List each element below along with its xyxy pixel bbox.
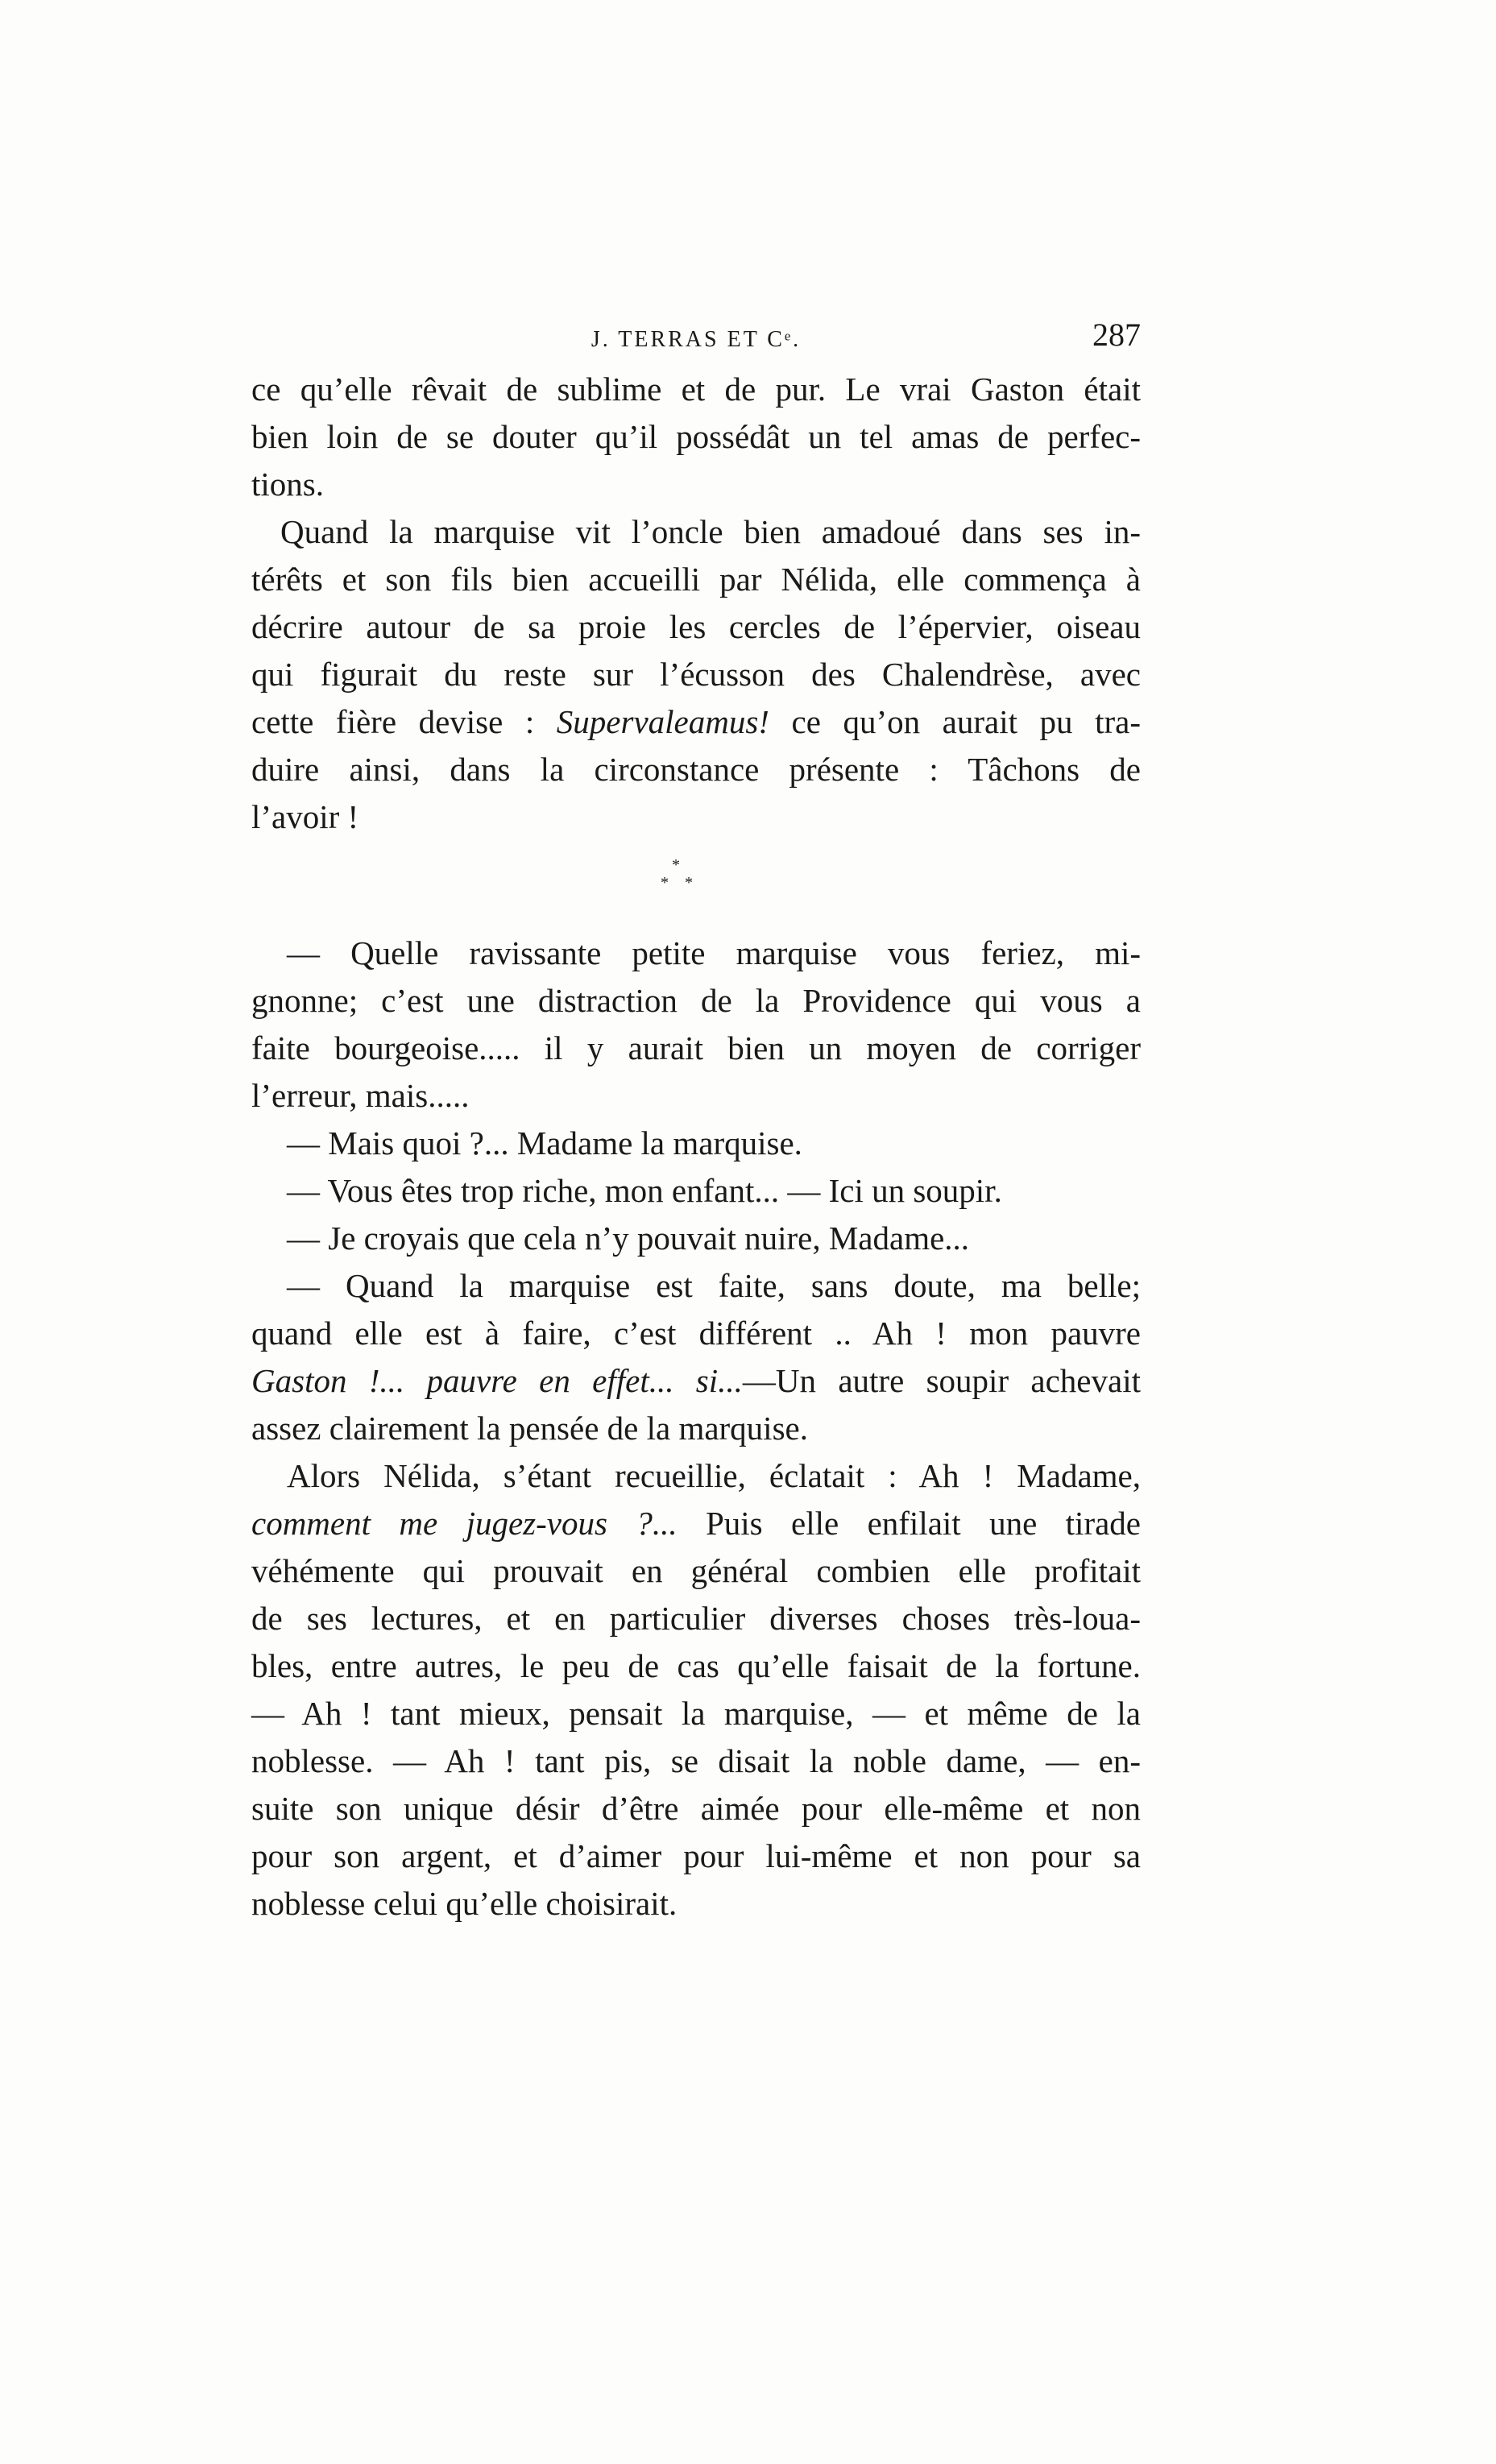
text-line: l’avoir ! <box>251 798 359 835</box>
asterism-star: * <box>672 856 680 874</box>
text-line <box>251 1500 1141 1547</box>
text-line: quand elle est à faire, c’est différent .. Ah ! mon pauvre <box>251 1315 1141 1352</box>
text-run: Puis elle enfilait une tirade <box>677 1505 1141 1542</box>
text-run: ce qu’on aurait pu tra- <box>769 703 1141 740</box>
asterism-separator <box>251 841 1141 930</box>
asterism-star: * <box>661 874 669 892</box>
text-line: — Mais quoi ?... Madame la marquise. <box>287 1124 802 1162</box>
text-line: bles, entre autres, le peu de cas qu’elle faisait de la fortune. <box>251 1647 1141 1684</box>
text-line: noblesse celui qu’elle choisirait. <box>251 1885 678 1922</box>
text-line: Quand la marquise vit l’oncle bien amadoué dans ses in- <box>280 513 1141 550</box>
body-text <box>251 366 1141 1928</box>
italic-run: comment me jugez-vous ?... <box>251 1505 678 1542</box>
text-line: qui figurait du reste sur l’écusson des Chalendrèse, avec <box>251 656 1141 693</box>
text-line: — Quand la marquise est faite, sans doute, ma belle; <box>287 1267 1141 1304</box>
text-line <box>251 698 1141 746</box>
motto-italic: Supervaleamus! <box>556 703 769 740</box>
text-line: faite bourgeoise..... il y aurait bien un moyen de corriger <box>251 1029 1141 1066</box>
text-line: — Quelle ravissante petite marquise vous feriez, mi- <box>287 934 1141 971</box>
text-line: ce qu’elle rêvait de sublime et de pur. Le vrai Gaston était <box>251 371 1141 408</box>
paragraph <box>251 1120 1141 1167</box>
text-line: — Je croyais que cela n’y pouvait nuire, Madame... <box>287 1220 970 1257</box>
text-line: l’erreur, mais..... <box>251 1077 470 1114</box>
text-line: assez clairement la pensée de la marquise. <box>251 1410 808 1447</box>
text-line: tions. <box>251 466 324 503</box>
text-run: cette fière devise : <box>251 703 557 740</box>
text-line: pour son argent, et d’aimer pour lui-même et non pour sa <box>251 1837 1141 1874</box>
text-line <box>251 1357 1141 1405</box>
text-run: —Un autre soupir achevait <box>742 1362 1141 1399</box>
paragraph <box>251 1215 1141 1262</box>
text-line: bien loin de se douter qu’il possédât un tel amas de perfec- <box>251 418 1141 455</box>
text-line: gnonne; c’est une distraction de la Providence qui vous a <box>251 982 1141 1019</box>
text-line: térêts et son fils bien accueilli par Nélida, elle commença à <box>251 561 1141 598</box>
italic-run: Gaston !... pauvre en effet... si... <box>251 1362 743 1399</box>
asterism-star: * <box>685 874 693 892</box>
paragraph <box>251 1167 1141 1215</box>
paragraph <box>251 930 1141 1120</box>
text-line: de ses lectures, et en particulier diverses choses très-loua- <box>251 1600 1141 1637</box>
text-line: — Ah ! tant mieux, pensait la marquise, — et même de la <box>251 1695 1141 1732</box>
text-line: noblesse. — Ah ! tant pis, se disait la noble dame, — en- <box>251 1742 1141 1779</box>
page-header <box>251 316 1141 372</box>
running-head: J. TERRAS ET Cᵉ. <box>591 327 802 352</box>
text-line: duire ainsi, dans la circonstance présente : Tâchons de <box>251 751 1141 788</box>
page-number: 287 <box>1092 317 1141 353</box>
paragraph <box>251 1452 1141 1928</box>
paragraph <box>251 1262 1141 1452</box>
text-line: Alors Nélida, s’étant recueillie, éclatait : Ah ! Madame, <box>287 1457 1141 1494</box>
text-line: véhémente qui prouvait en général combien elle profitait <box>251 1552 1141 1589</box>
text-line: — Vous êtes trop riche, mon enfant... — Ici un soupir. <box>287 1172 1002 1209</box>
text-line: suite son unique désir d’être aimée pour elle-même et non <box>251 1790 1141 1827</box>
paragraph <box>251 508 1141 841</box>
text-line: décrire autour de sa proie les cercles de l’épervier, oiseau <box>251 608 1141 645</box>
paragraph <box>251 366 1141 508</box>
